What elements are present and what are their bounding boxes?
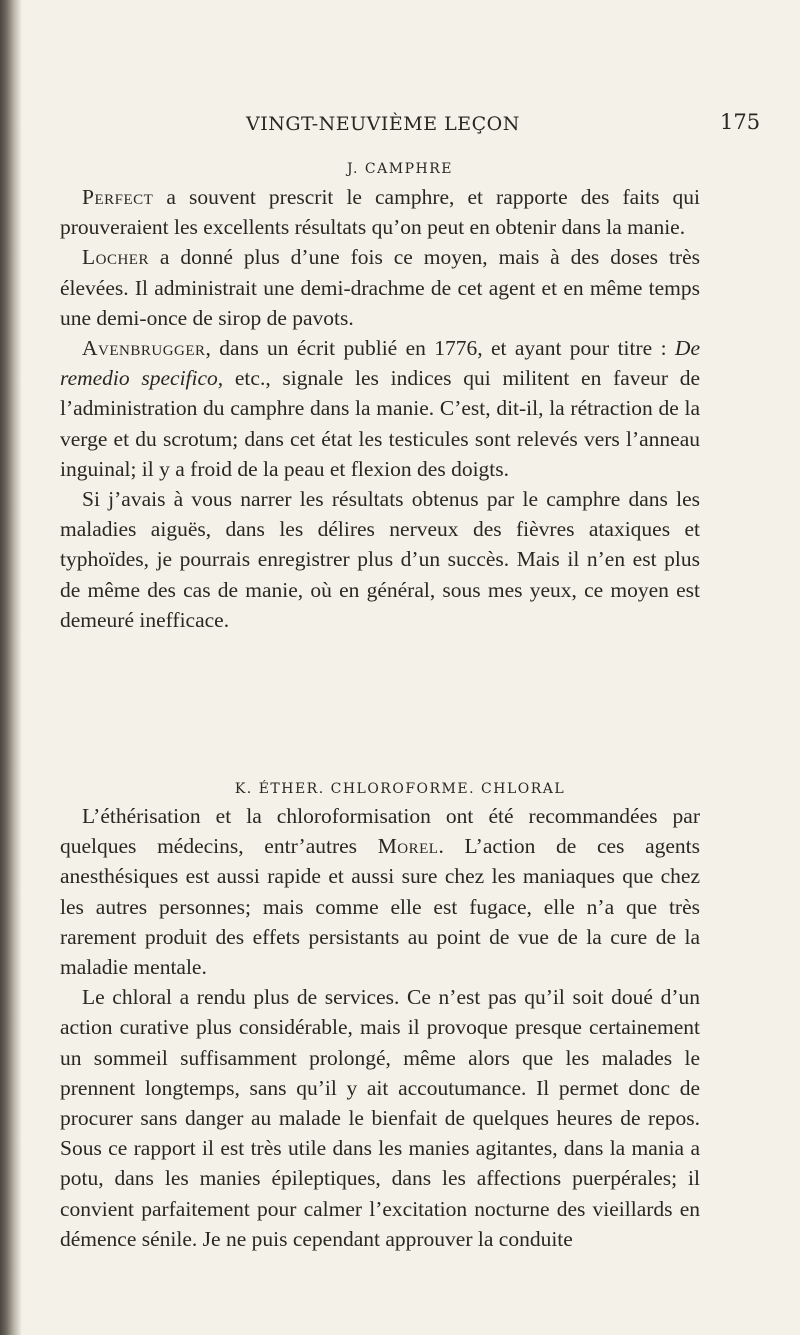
paragraph-etherisation bbox=[60, 801, 700, 982]
author-name: Locher bbox=[82, 245, 149, 270]
author-name: Perfect bbox=[82, 185, 154, 209]
paragraph-chloral bbox=[60, 982, 700, 1254]
author-name: Avenbrugger bbox=[82, 336, 206, 361]
section-camphre-body bbox=[60, 182, 700, 635]
section-heading-ether: K. ÉTHER. CHLOROFORME. CHLORAL bbox=[234, 781, 566, 797]
paragraph-locher bbox=[60, 242, 700, 333]
paragraph-results bbox=[60, 484, 700, 635]
paragraph-text: . L’action de ces agents anesthésiques est aussi rapide et aussi sure chez les maniaques que chez les autres personnes; mais comme elle est fugace, elle n’a que très rarement produit des effets persistants au point de vue de la cure de la maladie mentale. bbox=[60, 834, 700, 980]
author-name: Morel bbox=[377, 834, 439, 859]
page-number: 175 bbox=[720, 110, 761, 134]
paragraph-text: Le chloral a rendu plus de services. Ce n’est pas qu’il soit doué d’un action curative plus considérable, mais il provoque presque certainement un sommeil suffisamment prolongé, même alors que les malades le prennent longtemps, sans qu’il y ait accoutumance. Il permet donc de procurer sans danger au malade le bienfait de quelques heures de repos. Sous ce rapport il est très utile dans les manies agitantes, dans la mania a potu, dans les manies épileptiques, dans les affections puerpérales; il convient parfaitement pour calmer l’excitation nocturne des vieillards en démence sénile. Je ne puis cependant approuver la conduite bbox=[60, 985, 700, 1251]
paragraph-text: a souvent prescrit le camphre, et rapporte des faits qui prouveraient les excellents résultats qu’on peut en obtenir dans la manie. bbox=[60, 185, 700, 240]
book-title: De remedio specifico, bbox=[60, 336, 700, 391]
section-heading-camphre: J. CAMPHRE bbox=[347, 161, 453, 177]
paragraph-avenbrugger bbox=[60, 333, 700, 484]
paragraph-text: Si j’avais à vous narrer les résultats obtenus par le camphre dans les maladies aiguës, dans les délires nerveux des fièvres ataxiques et typhoïdes, je pourrais enregistrer plus d’un succès. Mais il n’en est plus de même des cas de manie, où en général, sous mes yeux, ce moyen est demeuré inefficace. bbox=[60, 487, 700, 632]
running-title: VINGT-NEUVIÈME LEÇON bbox=[246, 113, 520, 135]
paragraph-perfect bbox=[60, 182, 700, 242]
paragraph-text: etc., signale les indices qui militent en faveur de l’administration du camphre dans la manie. C’est, dit-il, la rétraction de la verge et du scrotum; dans cet état les testicules sont relevés vers l’anneau inguinal; il y a froid de la peau et flexion des doigts. bbox=[60, 366, 700, 481]
section-ether-body bbox=[60, 801, 700, 1254]
paragraph-text: a donné plus d’une fois ce moyen, mais à des doses très élevées. Il administrait une demi-drachme de cet agent et en même temps une demi-once de sirop de pavots. bbox=[60, 245, 700, 330]
paragraph-text: , dans un écrit publié en 1776, et ayant pour titre : bbox=[205, 336, 675, 361]
paragraph-text: L’éthérisation et la chloroformisation ont été recommandées par quelques médecins, entr’autres bbox=[60, 804, 700, 859]
